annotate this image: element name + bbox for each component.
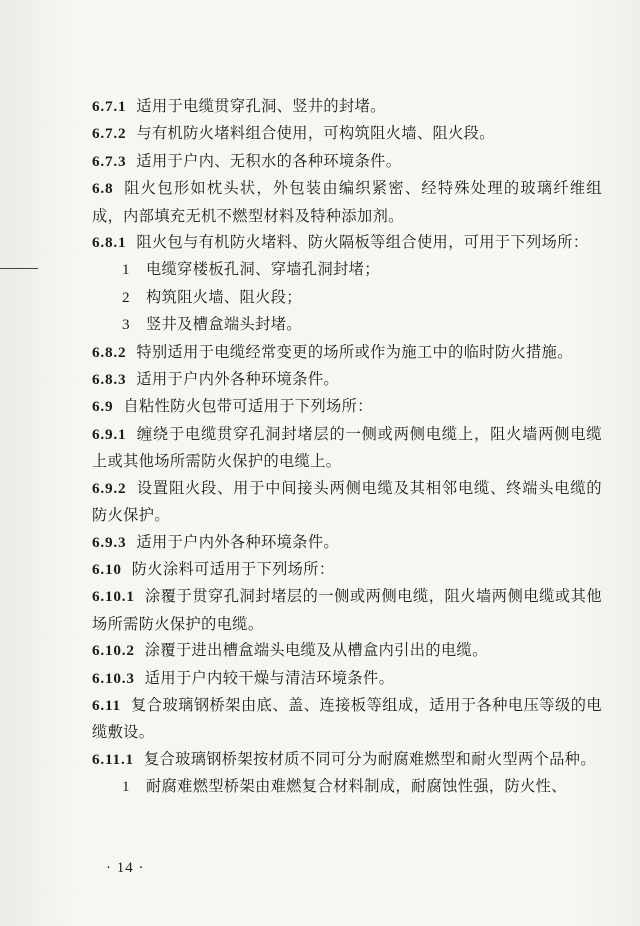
clause-6-7-1 bbox=[92, 93, 602, 120]
clause-number: 6.11 bbox=[92, 696, 121, 714]
list-item bbox=[92, 284, 602, 311]
clause-6-8 bbox=[92, 175, 602, 229]
clause-text: 涂覆于进出槽盒端头电缆及从槽盒内引出的电缆。 bbox=[144, 641, 488, 660]
clause-number: 6.9 bbox=[92, 398, 114, 416]
clause-6-9-3 bbox=[92, 529, 602, 556]
page-number: · 14 · bbox=[106, 860, 145, 876]
clause-text: 防火涂料可适用于下列场所： bbox=[131, 559, 335, 578]
clause-text: 缠绕于电缆贯穿孔洞封堵层的一侧或两侧电缆上，阻火墙两侧电缆上或其他场所需防火保护的电缆上。 bbox=[92, 424, 602, 471]
clause-text: 复合玻璃钢桥架由底、盖、连接板等组成，适用于各种电压等级的电缆敷设。 bbox=[92, 695, 602, 742]
clause-number: 6.7.1 bbox=[92, 98, 127, 115]
clause-text: 适用于户内外各种环境条件。 bbox=[136, 532, 340, 551]
list-item bbox=[92, 311, 602, 338]
clause-number: 6.7.2 bbox=[92, 125, 127, 143]
clause-number: 6.10.2 bbox=[92, 642, 135, 660]
clause-6-7-3 bbox=[92, 148, 602, 175]
clause-6-9-1 bbox=[92, 421, 602, 475]
list-item bbox=[92, 256, 602, 283]
clause-text: 与有机防火堵料组合使用，可构筑阻火墙、阻火段。 bbox=[136, 124, 495, 143]
clause-number: 6.10.3 bbox=[92, 669, 135, 687]
clause-number: 6.8.2 bbox=[92, 343, 127, 361]
clause-text: 适用于户内外各种环境条件。 bbox=[136, 370, 340, 389]
list-item-text: 电缆穿楼板孔洞、穿墙孔洞封堵； bbox=[146, 260, 380, 279]
clause-6-10-3 bbox=[92, 665, 602, 692]
clause-number: 6.10 bbox=[92, 560, 122, 578]
clause-number: 6.7.3 bbox=[92, 152, 127, 170]
clause-text: 自粘性防火包带可适用于下列场所： bbox=[123, 397, 373, 416]
list-item-text: 竖井及槽盒端头封堵。 bbox=[146, 315, 302, 334]
clause-text: 设置阻火段、用于中间接头两侧电缆及其相邻电缆、终端头电缆的防火保护。 bbox=[92, 478, 602, 525]
list-item-number: 3 bbox=[122, 316, 130, 334]
clause-number: 6.9.1 bbox=[92, 425, 127, 443]
clause-6-9-2 bbox=[92, 475, 602, 529]
clause-6-8-3 bbox=[92, 366, 602, 393]
clause-6-11-1 bbox=[92, 746, 602, 773]
clause-number: 6.8.1 bbox=[92, 234, 127, 252]
clause-6-9 bbox=[92, 393, 602, 420]
clause-6-10-1 bbox=[92, 583, 602, 637]
clause-6-11 bbox=[92, 692, 602, 746]
clause-text: 阻火包与有机防火堵料、防火隔板等组合使用，可用于下列场所： bbox=[136, 233, 589, 252]
list-item-number: 1 bbox=[122, 261, 130, 279]
clause-6-8-1 bbox=[92, 229, 602, 256]
list-item bbox=[92, 773, 602, 800]
clause-number: 6.8.3 bbox=[92, 371, 127, 389]
margin-mark bbox=[0, 268, 38, 269]
clause-6-8-2 bbox=[92, 339, 602, 366]
list-item-number: 2 bbox=[122, 288, 130, 306]
clause-text: 特别适用于电缆经常变更的场所或作为施工中的临时防火措施。 bbox=[136, 342, 573, 361]
clause-number: 6.8 bbox=[92, 180, 114, 198]
document-body bbox=[92, 93, 602, 801]
clause-text: 适用于户内、无积水的各种环境条件。 bbox=[136, 151, 402, 170]
clause-text: 适用于电缆贯穿孔洞、竖井的封堵。 bbox=[136, 97, 386, 115]
clause-text: 阻火包形如枕头状，外包装由编织紧密、经特殊处理的玻璃纤维组成，内部填充无机不燃型材料及特种添加剂。 bbox=[92, 179, 602, 225]
list-item-text: 构筑阻火墙、阻火段； bbox=[146, 287, 302, 306]
clause-6-10-2 bbox=[92, 637, 602, 664]
clause-6-10 bbox=[92, 556, 602, 583]
clause-number: 6.9.3 bbox=[92, 533, 127, 551]
clause-text: 涂覆于贯穿孔洞封堵层的一侧或两侧电缆，阻火墙两侧电缆或其他场所需防火保护的电缆。 bbox=[92, 587, 602, 633]
list-item-number: 1 bbox=[122, 778, 130, 796]
clause-text: 复合玻璃钢桥架按材质不同可分为耐腐难燃型和耐火型两个品种。 bbox=[143, 749, 596, 768]
list-item-text: 耐腐难燃型桥架由难燃复合材料制成，耐腐蚀性强，防火性、 bbox=[146, 777, 567, 796]
clause-text: 适用于户内较干燥与清洁环境条件。 bbox=[144, 668, 395, 687]
clause-number: 6.11.1 bbox=[92, 750, 134, 768]
clause-6-7-2 bbox=[92, 120, 602, 147]
clause-number: 6.9.2 bbox=[92, 479, 127, 497]
clause-number: 6.10.1 bbox=[92, 588, 135, 606]
